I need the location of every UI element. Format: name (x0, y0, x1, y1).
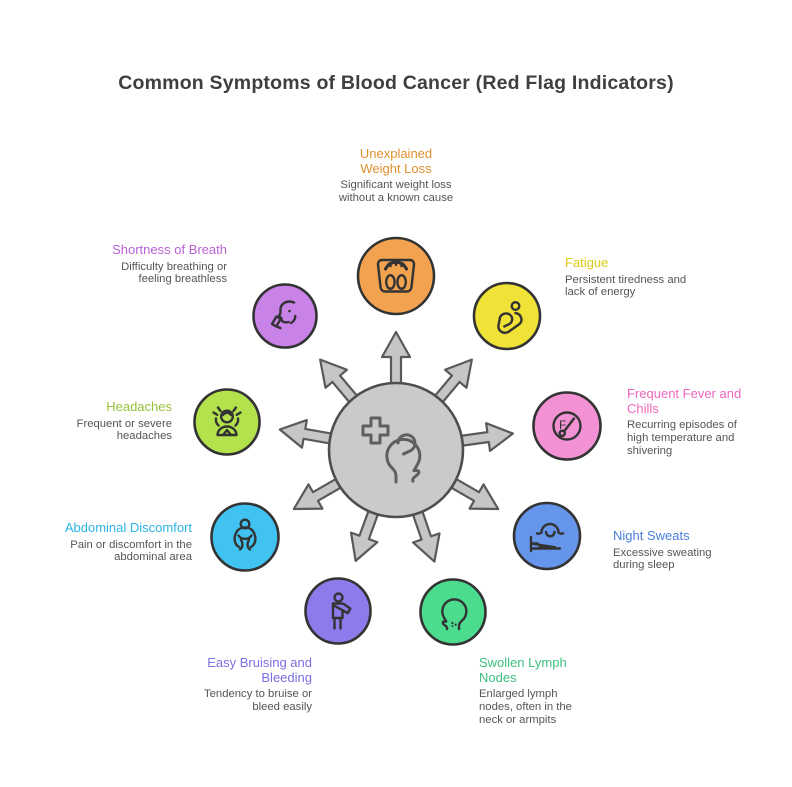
node-label: Fatigue (565, 255, 609, 270)
node-text-fatigue (565, 256, 693, 299)
node-label: Night Sweats (613, 528, 690, 543)
node-description: Tendency to bruise or bleed easily (203, 688, 312, 713)
node-text-headaches (40, 400, 172, 443)
node-fatigue (474, 283, 540, 349)
node-abdominal-discomfort (212, 504, 279, 571)
node-label: Swollen Lymph Nodes (479, 655, 567, 685)
node-label: Easy Bruising and Bleeding (207, 655, 312, 685)
node-description: Difficulty breathing or feeling breathless (121, 260, 227, 286)
node-text-shortness-of-breath (110, 243, 227, 286)
node-shortness-of-breath (254, 285, 317, 348)
node-frequent-fever-and-chills (534, 393, 601, 460)
node-text-swollen-lymph-nodes (479, 656, 593, 727)
node-easy-bruising-and-bleeding (306, 579, 371, 644)
node-description: Significant weight loss without a known cause (338, 179, 454, 204)
node-text-night-sweats (613, 529, 735, 572)
node-text-frequent-fever-and-chills (627, 387, 749, 458)
node-label: Unexplained Weight Loss (359, 146, 433, 176)
node-text-abdominal-discomfort (60, 521, 192, 564)
node-description: Recurring episodes of high temperature and shivering (627, 419, 737, 457)
node-label: Shortness of Breath (112, 242, 227, 257)
page-title: Common Symptoms of Blood Cancer (Red Flag Indicators) (118, 72, 674, 94)
central-hub (329, 383, 463, 517)
node-description: Persistent tiredness and lack of energy (565, 273, 687, 299)
node-unexplained-weight-loss (358, 238, 434, 314)
node-text-unexplained-weight-loss (316, 147, 476, 205)
node-description: Excessive sweating during sleep (613, 546, 712, 572)
node-night-sweats (514, 503, 580, 569)
node-headaches (195, 390, 260, 455)
node-label: Abdominal Discomfort (64, 520, 192, 535)
node-description: Enlarged lymph nodes, often in the neck or armpits (479, 688, 572, 726)
node-description: Frequent or severe headaches (76, 417, 172, 443)
fever-letter: F (559, 418, 567, 432)
node-label: Frequent Fever and Chills (627, 386, 742, 416)
node-swollen-lymph-nodes (421, 580, 486, 645)
node-text-easy-bruising-and-bleeding (181, 656, 312, 714)
node-label: Headaches (106, 399, 172, 414)
node-description: Pain or discomfort in the abdominal area (70, 538, 192, 564)
